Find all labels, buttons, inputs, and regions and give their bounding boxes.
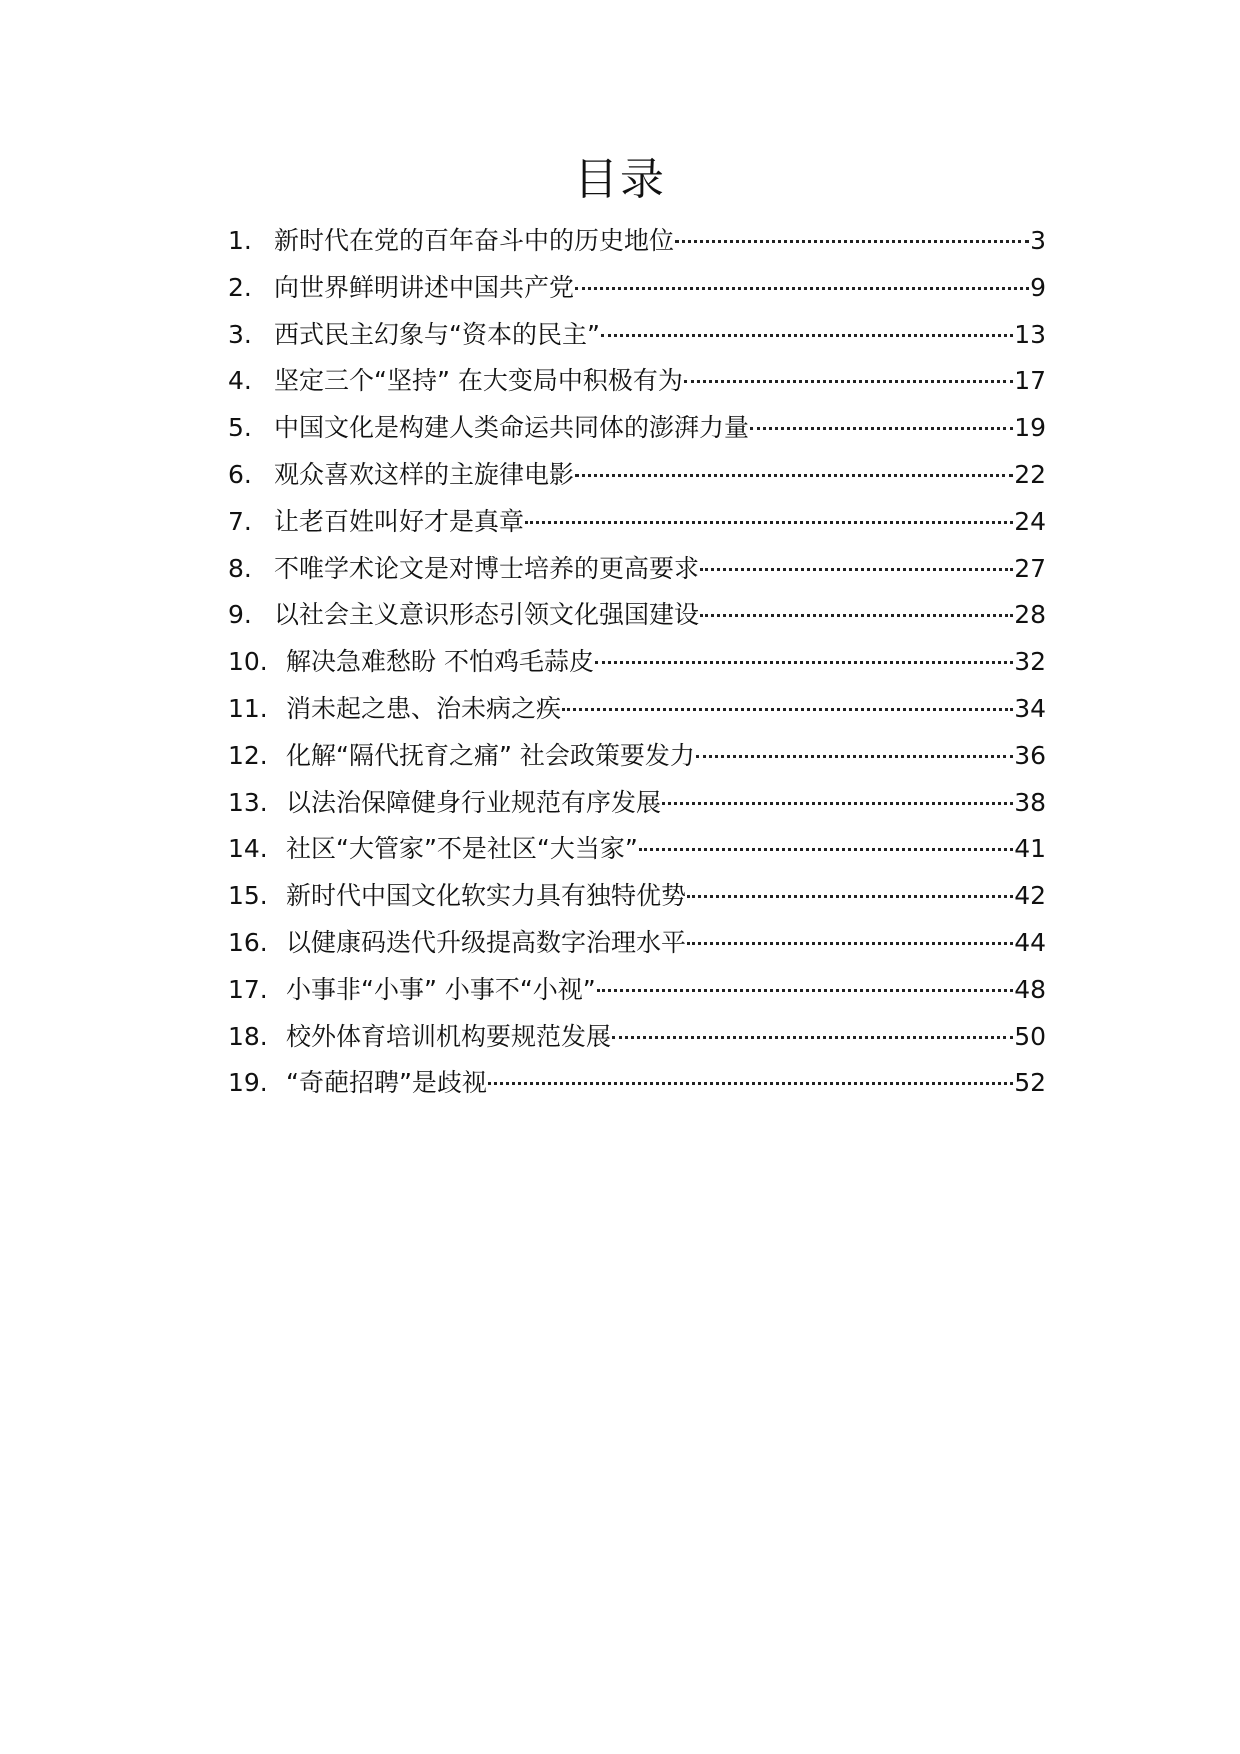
dot-leader [562,707,1013,711]
entry-number: 3. [228,319,252,349]
entry-number: 15. [228,881,268,911]
toc-entry[interactable] [228,733,1046,780]
dot-leader [612,1035,1013,1039]
entry-title: 西式民主幻象与“资本的民主” [274,319,600,349]
entry-title: 让老百姓叫好才是真章 [274,506,525,536]
entry-title: 以法治保障健身行业规范有序发展 [286,787,662,817]
entry-page-number: 41 [1014,834,1046,864]
entry-title: “奇葩招聘”是歧视 [286,1068,487,1098]
entry-page-number: 34 [1014,693,1046,723]
toc-entry[interactable] [228,546,1046,593]
toc-entry[interactable] [228,499,1046,546]
entry-page-number: 13 [1014,319,1046,349]
toc-entry[interactable] [228,1060,1046,1107]
entry-page-number: 36 [1014,740,1046,770]
entry-title: 观众喜欢这样的主旋律电影 [274,459,575,489]
dot-leader [675,239,1029,243]
dot-leader [700,613,1013,617]
table-of-contents [228,218,1046,1107]
entry-page-number: 17 [1014,366,1046,396]
toc-entry[interactable] [228,452,1046,499]
dot-leader [684,379,1013,383]
entry-title: 新时代中国文化软实力具有独特优势 [286,881,687,911]
entry-title: 新时代在党的百年奋斗中的历史地位 [274,226,675,255]
entry-title: 不唯学术论文是对博士培养的更高要求 [274,553,700,583]
dot-leader [595,660,1013,664]
toc-entry[interactable] [228,639,1046,686]
entry-page-number: 48 [1014,974,1046,1004]
toc-entry[interactable] [228,405,1046,452]
entry-page-number: 28 [1014,600,1046,630]
toc-entry[interactable] [228,358,1046,405]
entry-number: 2. [228,272,252,302]
entry-number: 6. [228,459,252,489]
entry-number: 1. [228,226,252,255]
entry-number: 4. [228,366,252,396]
toc-entry[interactable] [228,592,1046,639]
dot-leader [696,754,1013,758]
dot-leader [662,801,1013,805]
dot-leader [687,894,1013,898]
entry-number: 14. [228,834,268,864]
dot-leader [488,1081,1013,1085]
entry-title: 以社会主义意识形态引领文化强国建设 [274,600,700,630]
toc-entry[interactable] [228,686,1046,733]
dot-leader [700,567,1013,571]
entry-title: 化解“隔代抚育之痛” 社会政策要发力 [286,740,695,770]
entry-title: 校外体育培训机构要规范发展 [286,1021,612,1051]
dot-leader [525,520,1013,524]
dot-leader [750,426,1013,430]
dot-leader [597,988,1013,992]
dot-leader [687,941,1013,945]
entry-page-number: 24 [1014,506,1046,536]
toc-entry[interactable] [228,218,1046,265]
entry-title: 向世界鲜明讲述中国共产党 [274,272,575,302]
dot-leader [575,286,1029,290]
toc-entry[interactable] [228,312,1046,359]
entry-number: 9. [228,600,252,630]
entry-number: 13. [228,787,268,817]
entry-page-number: 9 [1030,272,1046,302]
entry-number: 5. [228,413,252,443]
entry-number: 19. [228,1068,268,1098]
entry-title: 坚定三个“坚持” 在大变局中积极有为 [274,366,683,396]
entry-title: 社区“大管家”不是社区“大当家” [286,834,638,864]
dot-leader [639,847,1013,851]
entry-title: 小事非“小事” 小事不“小视” [286,974,596,1004]
entry-number: 12. [228,740,268,770]
toc-entry[interactable] [228,873,1046,920]
entry-number: 18. [228,1021,268,1051]
entry-number: 8. [228,553,252,583]
toc-entry[interactable] [228,920,1046,967]
entry-number: 7. [228,506,252,536]
entry-number: 11. [228,693,268,723]
entry-page-number: 50 [1014,1021,1046,1051]
entry-number: 17. [228,974,268,1004]
toc-entry[interactable] [228,1014,1046,1061]
entry-number: 16. [228,927,268,957]
toc-entry[interactable] [228,780,1046,827]
entry-title: 解决急难愁盼 不怕鸡毛蒜皮 [286,647,594,677]
entry-page-number: 22 [1014,459,1046,489]
entry-page-number: 44 [1014,927,1046,957]
entry-page-number: 32 [1014,647,1046,677]
dot-leader [575,473,1013,477]
entry-title: 中国文化是构建人类命运共同体的澎湃力量 [274,413,750,443]
dot-leader [601,333,1013,337]
toc-entry[interactable] [228,826,1046,873]
entry-title: 消未起之患、治未病之疾 [286,693,562,723]
entry-page-number: 27 [1014,553,1046,583]
entry-number: 10. [228,647,268,677]
entry-page-number: 19 [1014,413,1046,443]
toc-title: 目录 [574,154,666,205]
toc-entry[interactable] [228,265,1046,312]
entry-page-number: 3 [1030,226,1046,255]
toc-entry[interactable] [228,967,1046,1014]
entry-page-number: 42 [1014,881,1046,911]
entry-title: 以健康码迭代升级提高数字治理水平 [286,927,687,957]
entry-page-number: 38 [1014,787,1046,817]
entry-page-number: 52 [1014,1068,1046,1098]
